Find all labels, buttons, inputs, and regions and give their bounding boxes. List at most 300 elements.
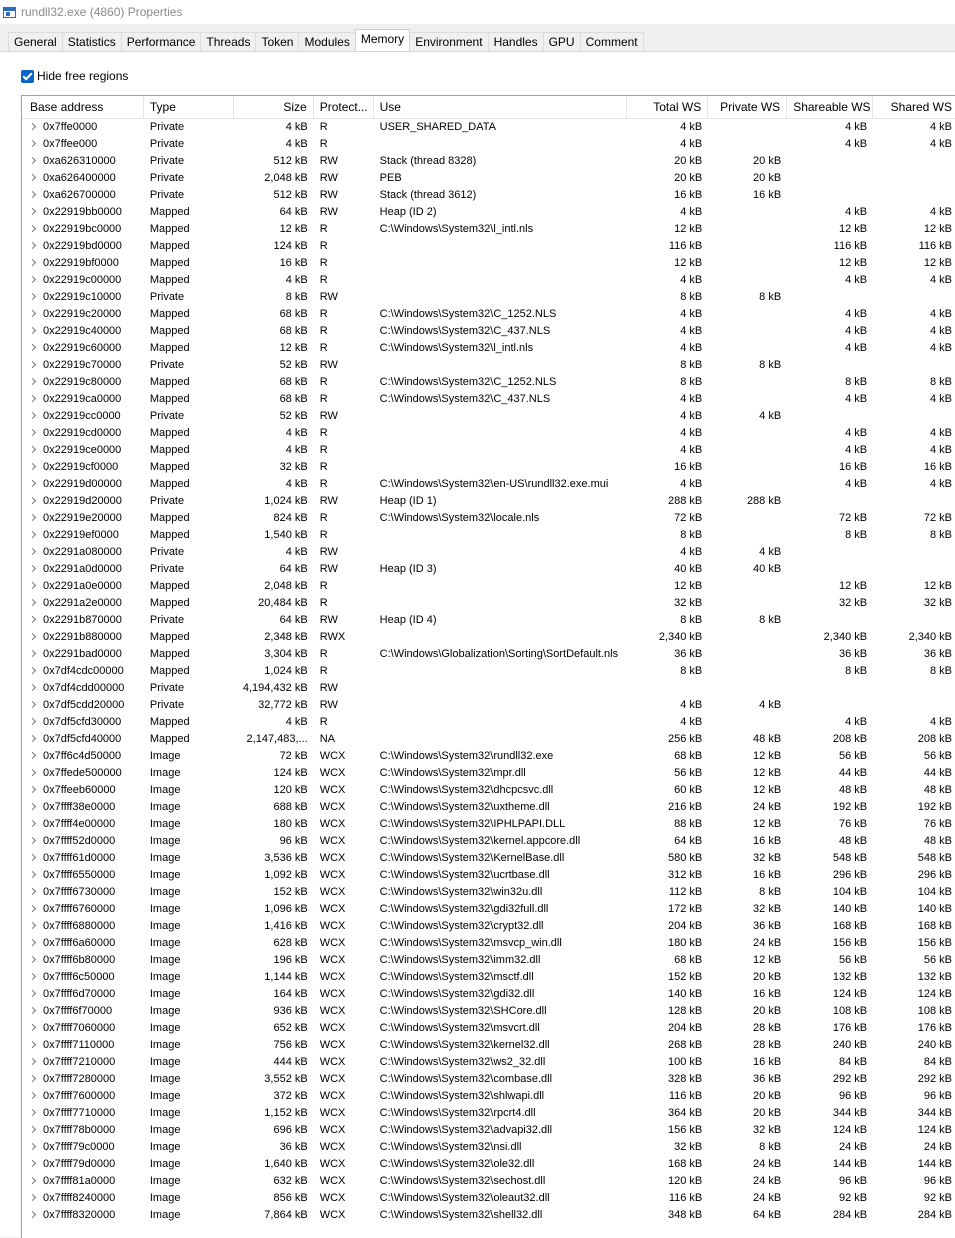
cell-use: C:\Windows\System32\en-US\rundll32.exe.mui [379,478,609,490]
cell-protection: R [319,257,328,269]
cell-total-ws: 36 kB [674,648,703,660]
cell-private-ws [708,663,787,680]
table-row[interactable] [22,170,955,187]
table-row[interactable] [22,408,955,425]
tab-comment[interactable]: Comment [580,32,644,51]
table-row[interactable] [22,969,955,986]
cell-shareable-ws: 24 kB [838,1141,868,1153]
expand-chevron-icon[interactable] [29,395,36,402]
cell-total-ws: 20 kB [674,155,703,167]
cell-total-ws: 152 kB [668,971,703,983]
table-row[interactable] [22,816,955,833]
cell-base-address [22,1003,144,1020]
cell-shared-ws [873,187,955,204]
table-row[interactable] [22,391,955,408]
expand-chevron-icon[interactable] [29,837,36,844]
table-row[interactable] [22,374,955,391]
table-row[interactable] [22,918,955,935]
column-header-base-address[interactable]: Base address [22,96,144,118]
cell-protection: RW [319,410,338,422]
cell-total-ws: 4 kB [680,478,703,490]
expand-chevron-icon[interactable] [29,412,36,419]
cell-shareable-ws [787,493,873,510]
table-row[interactable] [22,544,955,561]
cell-use [374,578,628,595]
tab-modules[interactable]: Modules [298,32,355,51]
column-header-use[interactable]: Use [374,96,628,118]
cell-total-ws: 156 kB [668,1124,703,1136]
table-row[interactable] [22,578,955,595]
expand-chevron-icon[interactable] [29,1058,36,1065]
expand-chevron-icon[interactable] [29,888,36,895]
table-row[interactable] [22,1003,955,1020]
cell-shared-ws: 156 kB [917,937,952,949]
table-row[interactable] [22,323,955,340]
cell-protection: WCX [319,1005,346,1017]
column-header-protect[interactable]: Protect... [314,96,374,118]
table-row[interactable] [22,748,955,765]
expand-chevron-icon[interactable] [29,208,36,215]
cell-size: 124 kB [273,767,308,779]
cell-use: C:\Windows\System32\kernel.appcore.dll [379,835,581,847]
table-row[interactable] [22,1105,955,1122]
cell-type: Image [149,1056,181,1068]
table-row[interactable] [22,1156,955,1173]
expand-chevron-icon[interactable] [29,769,36,776]
expand-chevron-icon[interactable] [29,1211,36,1218]
expand-chevron-icon[interactable] [29,480,36,487]
cell-base-address [22,612,144,629]
expand-chevron-icon[interactable] [29,667,36,674]
cell-total-ws [627,680,708,697]
cell-use [374,238,628,255]
base-address-text: 0x7ffeeb60000 [43,784,116,796]
table-row[interactable] [22,1207,955,1224]
column-header-size[interactable]: Size [234,96,314,118]
table-row[interactable] [22,595,955,612]
tab-statistics[interactable]: Statistics [62,32,122,51]
base-address-text: 0x22919d20000 [43,495,122,507]
cell-use [374,272,628,289]
expand-chevron-icon[interactable] [29,1194,36,1201]
table-row[interactable] [22,833,955,850]
cell-use: C:\Windows\System32\advapi32.dll [379,1124,553,1136]
cell-shareable-ws: 240 kB [832,1039,868,1051]
cell-total-ws: 4 kB [680,325,703,337]
expand-chevron-icon[interactable] [29,803,36,810]
expand-chevron-icon[interactable] [29,191,36,198]
cell-base-address [22,595,144,612]
cell-private-ws [708,306,787,323]
table-row[interactable] [22,646,955,663]
cell-private-ws: 36 kB [753,1073,782,1085]
expand-chevron-icon[interactable] [29,344,36,351]
expand-chevron-icon[interactable] [29,701,36,708]
cell-private-ws: 16 kB [753,869,782,881]
expand-chevron-icon[interactable] [29,1143,36,1150]
cell-type: Mapped [149,240,190,252]
tab-threads[interactable]: Threads [200,32,256,51]
cell-size: 36 kB [279,1141,308,1153]
column-header-type[interactable]: Type [144,96,234,118]
cell-total-ws: 116 kB [668,1090,703,1102]
base-address-text: 0x7ffff6760000 [43,903,116,915]
memory-list[interactable] [21,95,955,1238]
expand-chevron-icon[interactable] [29,174,36,181]
expand-chevron-icon[interactable] [29,123,36,130]
cell-type: Image [149,954,181,966]
cell-type: Image [149,1158,181,1170]
cell-protection: R [319,393,328,405]
cell-size: 1,024 kB [264,495,308,507]
expand-chevron-icon[interactable] [29,327,36,334]
cell-shared-ws: 284 kB [917,1209,952,1221]
expand-chevron-icon[interactable] [29,361,36,368]
cell-protection: R [319,427,328,439]
column-header-private-ws[interactable]: Private WS [708,96,787,118]
expand-chevron-icon[interactable] [29,225,36,232]
expand-chevron-icon[interactable] [29,293,36,300]
cell-type: Mapped [149,733,190,745]
cell-shareable-ws: 96 kB [838,1090,868,1102]
expand-chevron-icon[interactable] [29,1092,36,1099]
expand-chevron-icon[interactable] [29,871,36,878]
cell-use: USER_SHARED_DATA [379,121,496,133]
cell-use: C:\Windows\System32\C_437.NLS [379,393,551,405]
cell-protection: WCX [319,1192,346,1204]
cell-shareable-ws [787,187,873,204]
cell-size: 2,147,483,... [246,733,308,745]
table-row[interactable] [22,527,955,544]
cell-use: C:\Windows\System32\combase.dll [379,1073,553,1085]
base-address-text: 0x22919ef0000 [43,529,119,541]
expand-chevron-icon[interactable] [29,599,36,606]
cell-use [374,714,628,731]
expand-chevron-icon[interactable] [29,616,36,623]
table-row[interactable] [22,204,955,221]
cell-size: 12 kB [279,342,308,354]
cell-total-ws: 8 kB [680,529,703,541]
table-row[interactable] [22,187,955,204]
cell-private-ws [708,221,787,238]
table-row[interactable] [22,1071,955,1088]
expand-chevron-icon[interactable] [29,565,36,572]
cell-type: Image [149,1175,181,1187]
expand-chevron-icon[interactable] [29,1007,36,1014]
cell-use: C:\Windows\System32\shlwapi.dll [379,1090,545,1102]
expand-chevron-icon[interactable] [29,939,36,946]
table-row[interactable] [22,1054,955,1071]
expand-chevron-icon[interactable] [29,1160,36,1167]
cell-base-address [22,1139,144,1156]
cell-type: Image [149,886,181,898]
expand-chevron-icon[interactable] [29,157,36,164]
expand-chevron-icon[interactable] [29,446,36,453]
cell-total-ws: 8 kB [680,665,703,677]
table-row[interactable] [22,289,955,306]
base-address-text: 0x22919c00000 [43,274,122,286]
cell-private-ws: 288 kB [746,495,782,507]
table-row[interactable] [22,306,955,323]
expand-chevron-icon[interactable] [29,905,36,912]
cell-shared-ws: 44 kB [923,767,952,779]
table-row[interactable] [22,884,955,901]
cell-base-address [22,323,144,340]
cell-total-ws: 172 kB [668,903,703,915]
expand-chevron-icon[interactable] [29,735,36,742]
expand-chevron-icon[interactable] [29,956,36,963]
table-row[interactable] [22,782,955,799]
table-row[interactable] [22,493,955,510]
expand-chevron-icon[interactable] [29,582,36,589]
base-address-text: 0x2291a080000 [43,546,122,558]
cell-use: C:\Windows\System32\KernelBase.dll [379,852,565,864]
cell-shareable-ws: 156 kB [832,937,868,949]
cell-size: 2,348 kB [264,631,308,643]
table-row[interactable] [22,714,955,731]
cell-size: 4 kB [285,274,308,286]
table-row[interactable] [22,1020,955,1037]
expand-chevron-icon[interactable] [29,1075,36,1082]
expand-chevron-icon[interactable] [29,718,36,725]
table-row[interactable] [22,731,955,748]
cell-shared-ws [873,612,955,629]
cell-total-ws: 256 kB [668,733,703,745]
table-row[interactable] [22,221,955,238]
expand-chevron-icon[interactable] [29,140,36,147]
cell-size: 512 kB [273,189,308,201]
cell-total-ws: 72 kB [674,512,703,524]
expand-chevron-icon[interactable] [29,531,36,538]
cell-use: C:\Windows\System32\oleaut32.dll [379,1192,550,1204]
expand-chevron-icon[interactable] [29,922,36,929]
cell-use [374,459,628,476]
cell-total-ws: 32 kB [674,1141,703,1153]
base-address-text: 0x7df5cfd30000 [43,716,122,728]
cell-protection: RW [319,614,338,626]
base-address-text: 0xa626400000 [43,172,116,184]
cell-private-ws: 16 kB [753,988,782,1000]
table-row[interactable] [22,680,955,697]
expand-chevron-icon[interactable] [29,276,36,283]
cell-private-ws [708,578,787,595]
expand-chevron-icon[interactable] [29,242,36,249]
tab-environment[interactable]: Environment [409,32,488,51]
cell-total-ws: 580 kB [668,852,703,864]
table-row[interactable] [22,901,955,918]
table-row[interactable] [22,1037,955,1054]
cell-shareable-ws [787,561,873,578]
table-row[interactable] [22,510,955,527]
expand-chevron-icon[interactable] [29,684,36,691]
table-row[interactable] [22,935,955,952]
table-row[interactable] [22,153,955,170]
cell-total-ws: 4 kB [680,716,703,728]
cell-protection: R [319,648,328,660]
hide-free-regions-checkbox[interactable] [21,70,34,83]
cell-shared-ws: 132 kB [917,971,952,983]
table-row[interactable] [22,119,955,136]
base-address-text: 0x22919d00000 [43,478,122,490]
cell-shared-ws: 8 kB [929,529,952,541]
table-row[interactable] [22,459,955,476]
cell-protection: RW [319,291,338,303]
expand-chevron-icon[interactable] [29,429,36,436]
expand-chevron-icon[interactable] [29,1109,36,1116]
cell-shared-ws: 96 kB [923,1090,952,1102]
base-address-text: 0x7ffee000 [43,138,98,150]
table-row[interactable] [22,697,955,714]
expand-chevron-icon[interactable] [29,854,36,861]
table-row[interactable] [22,255,955,272]
table-row[interactable] [22,1190,955,1207]
cell-use: C:\Windows\System32\rpcrt4.dll [379,1107,536,1119]
list-body [22,119,955,1224]
cell-shareable-ws [787,170,873,187]
cell-use: C:\Windows\System32\msvcrt.dll [379,1022,540,1034]
app-window-icon [3,7,16,18]
cell-type: Mapped [149,223,190,235]
expand-chevron-icon[interactable] [29,463,36,470]
cell-shareable-ws [787,697,873,714]
cell-base-address [22,527,144,544]
tab-performance[interactable]: Performance [121,32,202,51]
expand-chevron-icon[interactable] [29,1041,36,1048]
expand-chevron-icon[interactable] [29,990,36,997]
base-address-text: 0x22919c20000 [43,308,122,320]
cell-protection: R [319,444,328,456]
cell-type: Private [149,155,185,167]
column-header-shared-ws[interactable]: Shared WS [890,100,952,114]
expand-chevron-icon[interactable] [29,1024,36,1031]
base-address-text: 0x7ffff81a0000 [43,1175,116,1187]
cell-type: Image [149,903,181,915]
cell-total-ws: 268 kB [668,1039,703,1051]
expand-chevron-icon[interactable] [29,514,36,521]
cell-type: Image [149,1124,181,1136]
tab-handles[interactable]: Handles [488,32,544,51]
table-row[interactable] [22,663,955,680]
cell-type: Image [149,767,181,779]
tab-token[interactable]: Token [255,32,299,51]
cell-use [374,136,628,153]
tab-memory[interactable]: Memory [355,29,410,51]
table-row[interactable] [22,629,955,646]
expand-chevron-icon[interactable] [29,378,36,385]
table-row[interactable] [22,1122,955,1139]
cell-total-ws: 2,340 kB [658,631,703,643]
hide-free-regions-option[interactable] [21,69,128,83]
cell-type: Image [149,1192,181,1204]
cell-shared-ws: 76 kB [923,818,952,830]
table-row[interactable] [22,425,955,442]
cell-size: 1,640 kB [264,1158,308,1170]
cell-protection: WCX [319,784,346,796]
expand-chevron-icon[interactable] [29,973,36,980]
cell-shareable-ws [787,680,873,697]
cell-base-address [22,136,144,153]
table-row[interactable] [22,340,955,357]
cell-use: C:\Windows\System32\SHCore.dll [379,1005,547,1017]
table-row[interactable] [22,272,955,289]
table-row[interactable] [22,561,955,578]
cell-shared-ws [873,408,955,425]
table-row[interactable] [22,476,955,493]
cell-base-address [22,833,144,850]
base-address-text: 0x22919bd0000 [43,240,122,252]
cell-type: Mapped [149,512,190,524]
column-header-shareable-ws[interactable]: Shareable WS [787,96,873,118]
base-address-text: 0x7ffff6b80000 [43,954,116,966]
cell-shared-ws: 104 kB [917,886,952,898]
tab-general[interactable]: General [8,32,63,51]
cell-size: 180 kB [273,818,308,830]
cell-use [374,442,628,459]
table-row[interactable] [22,1173,955,1190]
cell-private-ws: 20 kB [753,155,782,167]
expand-chevron-icon[interactable] [29,650,36,657]
table-row[interactable] [22,357,955,374]
cell-protection: WCX [319,1175,346,1187]
cell-base-address [22,221,144,238]
table-row[interactable] [22,238,955,255]
cell-private-ws: 64 kB [753,1209,782,1221]
table-row[interactable] [22,442,955,459]
table-row[interactable] [22,867,955,884]
cell-type: Image [149,818,181,830]
expand-chevron-icon[interactable] [29,820,36,827]
table-row[interactable] [22,612,955,629]
table-row[interactable] [22,952,955,969]
expand-chevron-icon[interactable] [29,310,36,317]
cell-protection: R [319,342,328,354]
table-row[interactable] [22,799,955,816]
expand-chevron-icon[interactable] [29,1177,36,1184]
cell-use: Heap (ID 4) [379,614,437,626]
expand-chevron-icon[interactable] [29,259,36,266]
table-row[interactable] [22,136,955,153]
cell-protection: WCX [319,1158,346,1170]
expand-chevron-icon[interactable] [29,786,36,793]
cell-base-address [22,816,144,833]
table-row[interactable] [22,765,955,782]
cell-use: C:\Windows\System32\win32u.dll [379,886,543,898]
tab-gpu[interactable]: GPU [543,32,581,51]
table-row[interactable] [22,986,955,1003]
column-header-total-ws[interactable]: Total WS [627,96,708,118]
cell-protection: WCX [319,1107,346,1119]
cell-total-ws: 12 kB [674,223,703,235]
cell-shareable-ws: 284 kB [832,1209,868,1221]
expand-chevron-icon[interactable] [29,633,36,640]
expand-chevron-icon[interactable] [29,548,36,555]
cell-size: 52 kB [279,410,308,422]
cell-use: Heap (ID 3) [379,563,437,575]
cell-shareable-ws: 76 kB [838,818,868,830]
expand-chevron-icon[interactable] [29,497,36,504]
cell-shareable-ws: 4 kB [845,325,868,337]
cell-total-ws: 12 kB [674,580,703,592]
cell-shared-ws: 48 kB [923,784,952,796]
hide-free-regions-label: Hide free regions [37,69,129,83]
cell-size: 4 kB [285,444,308,456]
expand-chevron-icon[interactable] [29,1126,36,1133]
table-row[interactable] [22,1139,955,1156]
cell-shared-ws: 4 kB [929,325,952,337]
table-row[interactable] [22,1088,955,1105]
table-row[interactable] [22,850,955,867]
expand-chevron-icon[interactable] [29,752,36,759]
